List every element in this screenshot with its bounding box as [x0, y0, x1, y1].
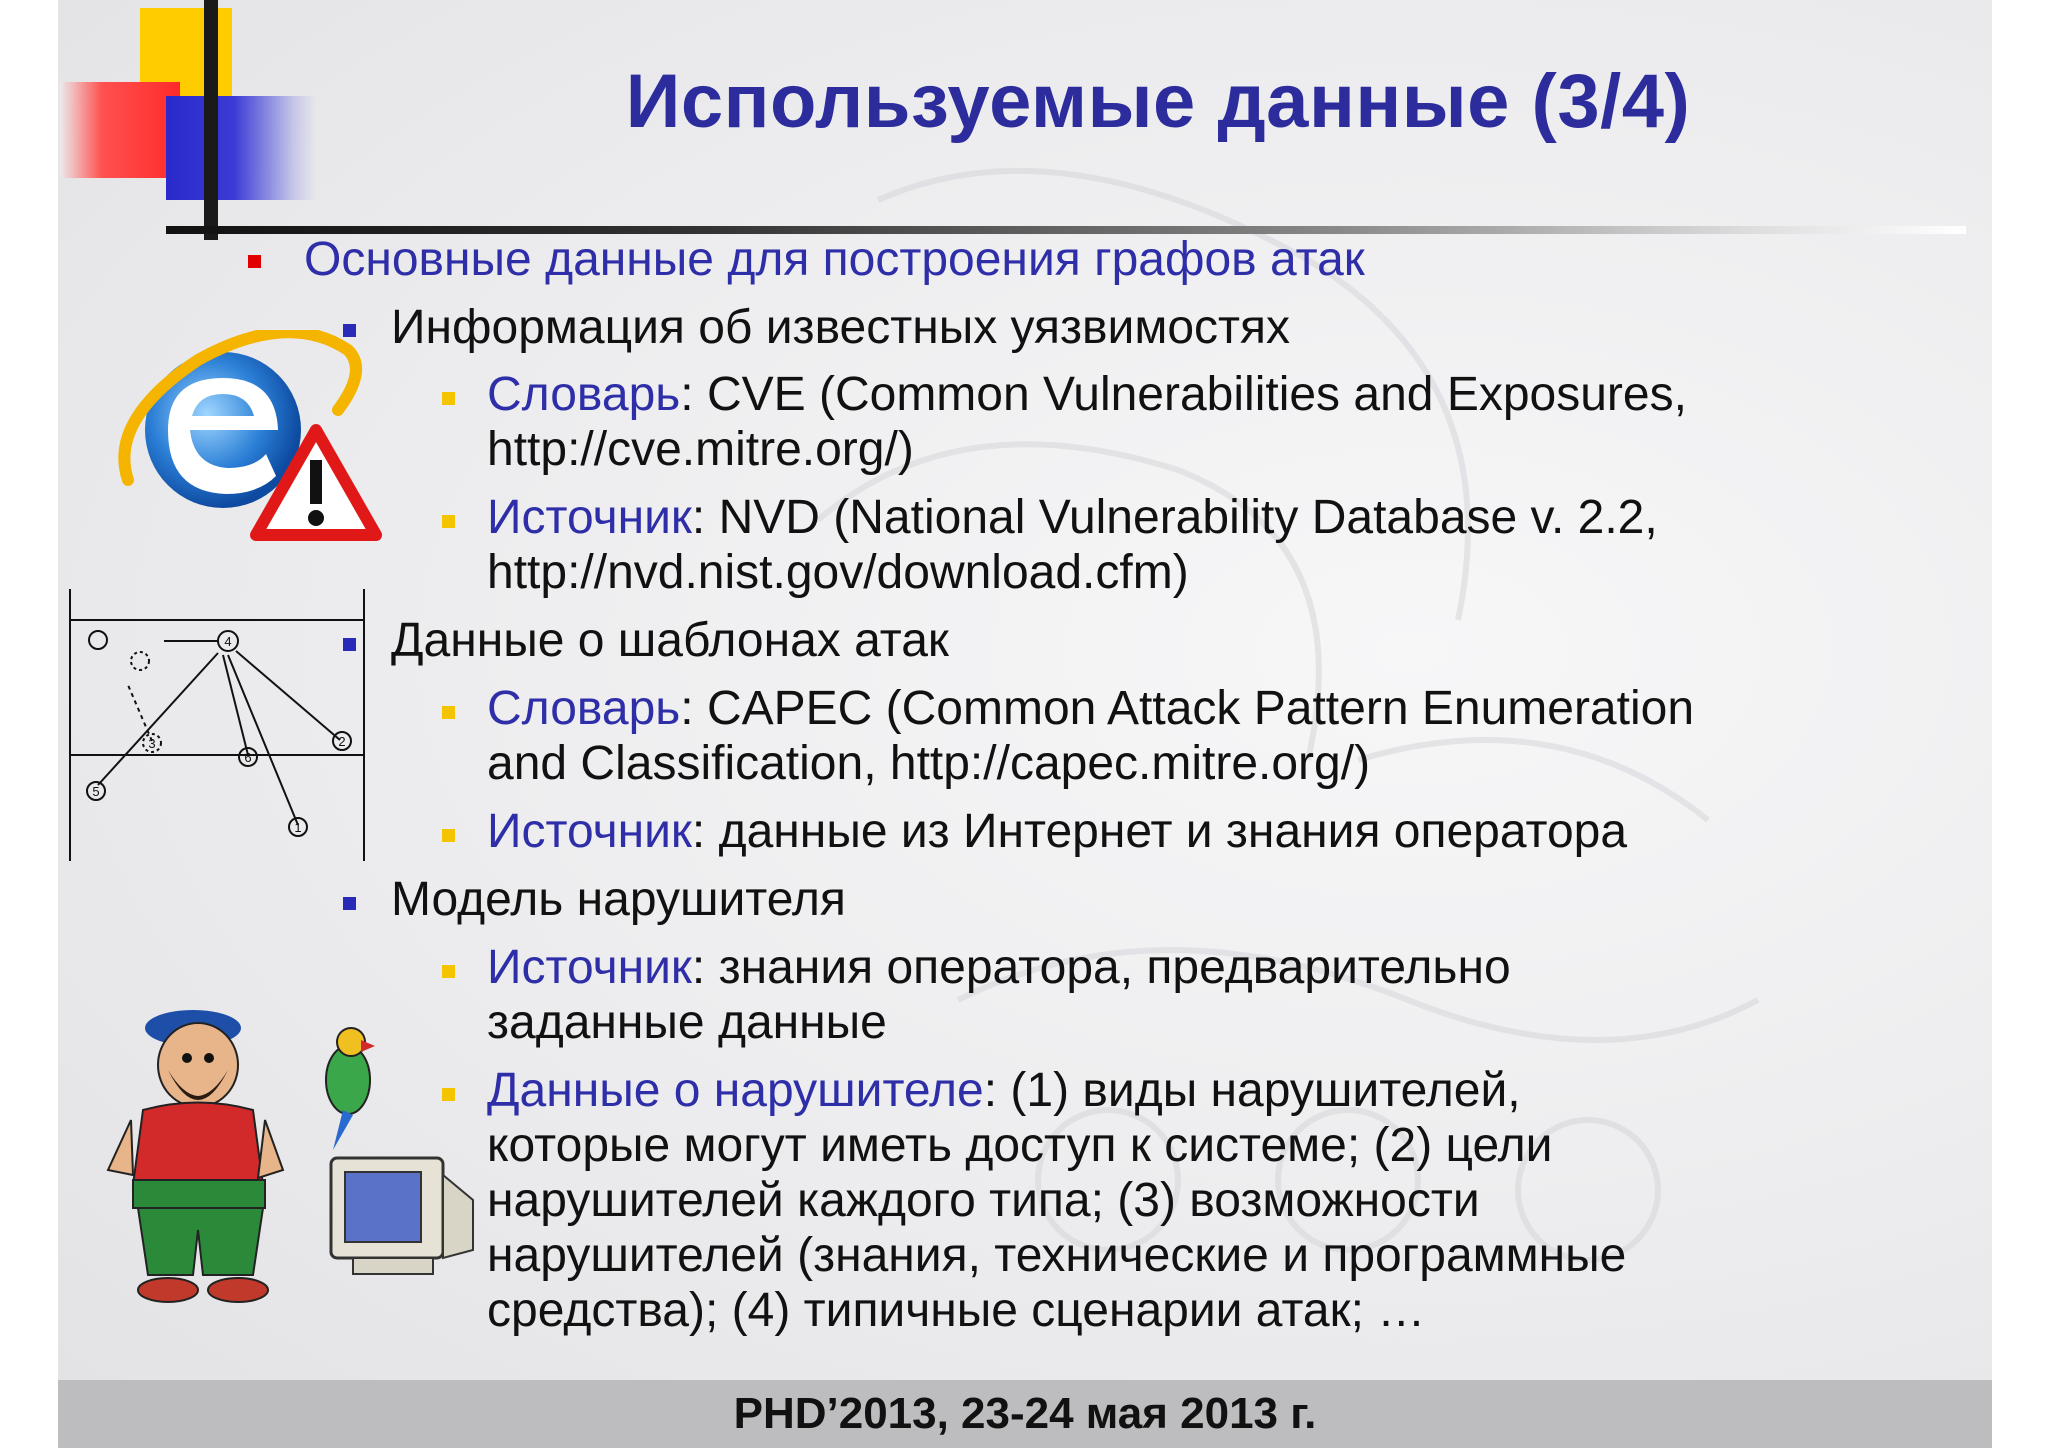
intruder-data-text-cont: нарушителей каждого типа; (3) возможности	[487, 1174, 1480, 1227]
intruder-data-text-cont: средства); (4) типичные сценарии атак; …	[487, 1284, 1426, 1337]
slide-content	[58, 0, 1992, 1380]
nvd-item	[487, 490, 1658, 546]
pattern-source-item	[487, 804, 1627, 860]
diagram-node-label: 2	[338, 734, 346, 749]
nvd-text-cont: http://nvd.nist.gov/download.cfm)	[487, 546, 1189, 599]
bullet-yellow	[442, 1088, 455, 1101]
slide	[58, 0, 1992, 1448]
cve-item	[487, 367, 1687, 423]
subbullet-intruder-model: Модель нарушителя	[391, 873, 846, 926]
cve-label: Словарь	[487, 368, 681, 421]
diagram-node-label: 4	[224, 634, 232, 649]
capec-item	[487, 681, 1694, 737]
diagram-node-label: 1	[294, 820, 302, 835]
bullet-yellow	[442, 829, 455, 842]
intruder-data-label: Данные о нарушителе	[487, 1064, 984, 1117]
subbullet-vulnerabilities: Информация об известных уязвимостях	[391, 301, 1290, 354]
diagram-node-label: 6	[244, 750, 252, 765]
subbullet-attack-patterns: Данные о шаблонах атак	[391, 614, 949, 667]
bullet-blue	[343, 324, 356, 337]
capec-text-cont: and Classification, http://capec.mitre.org/)	[487, 737, 1371, 790]
intruder-source-item	[487, 940, 1511, 996]
nvd-label: Источник	[487, 491, 692, 544]
nvd-text: : NVD (National Vulnerability Database v. 2.2,	[691, 491, 1658, 544]
pattern-source-label: Источник	[487, 805, 692, 858]
pattern-source-text: : данные из Интернет и знания оператора	[691, 805, 1628, 858]
bullet-blue	[343, 638, 356, 651]
capec-text: : CAPEC (Common Attack Pattern Enumeration	[680, 682, 1695, 735]
main-bullet-text: Основные данные для построения графов атак	[304, 233, 1365, 286]
intruder-data-text-cont: нарушителей (знания, технические и программные	[487, 1229, 1627, 1282]
diagram-node-label: 5	[92, 784, 100, 799]
intruder-source-text: : знания оператора, предварительно	[691, 941, 1511, 994]
bullet-yellow	[442, 392, 455, 405]
bullet-blue	[343, 897, 356, 910]
cve-text: : CVE (Common Vulnerabilities and Exposures,	[680, 368, 1687, 421]
bullet-yellow	[442, 965, 455, 978]
slide-footer: PHD’2013, 23-24 мая 2013 г.	[58, 1380, 1992, 1448]
intruder-source-text-cont: заданные данные	[487, 996, 887, 1049]
intruder-data-text-cont: которые могут иметь доступ к системе; (2) цели	[487, 1119, 1553, 1172]
diagram-node-label: 3	[148, 736, 156, 751]
slide-title: Используемые данные (3/4)	[625, 59, 1691, 144]
intruder-data-item	[487, 1063, 1521, 1119]
intruder-source-label: Источник	[487, 941, 692, 994]
intruder-data-text: : (1) виды нарушителей,	[983, 1064, 1521, 1117]
bullet-yellow	[442, 706, 455, 719]
bullet-yellow	[442, 515, 455, 528]
bullet-red	[248, 255, 261, 268]
cve-text-cont: http://cve.mitre.org/)	[487, 423, 914, 476]
capec-label: Словарь	[487, 682, 681, 735]
